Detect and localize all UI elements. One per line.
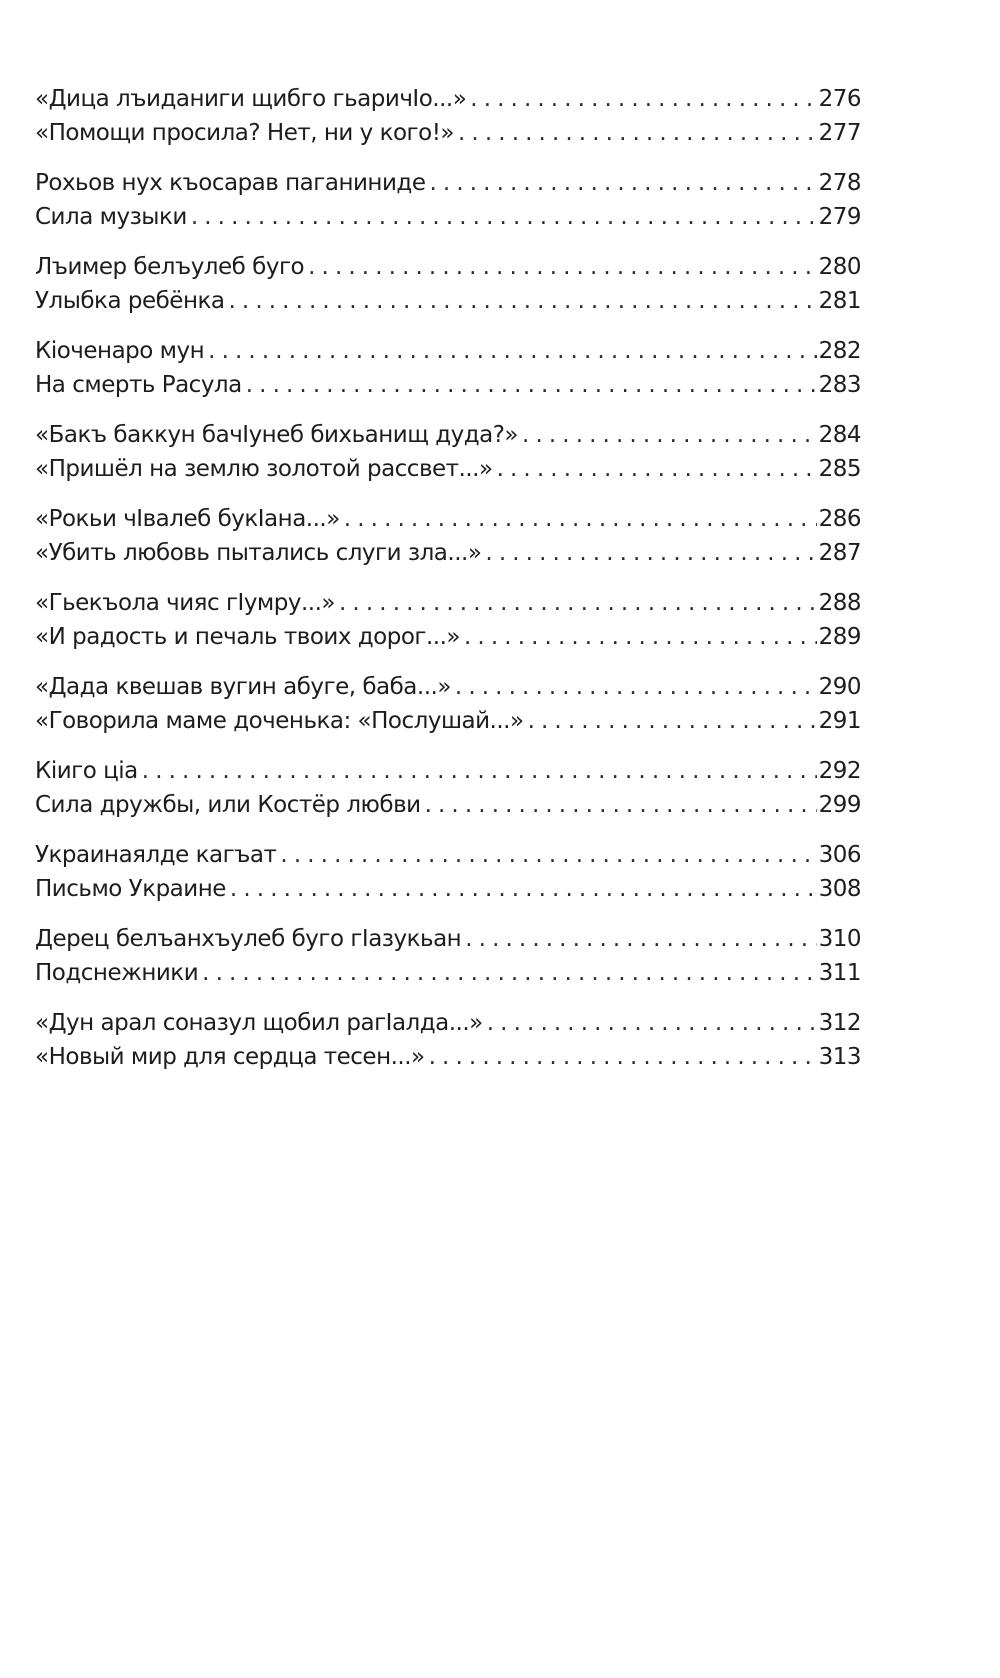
toc-entry-title: Улыбка ребёнка — [35, 287, 225, 314]
toc-entry-page-number: 308 — [818, 875, 861, 902]
toc-entry — [35, 708, 861, 742]
toc-entry-title: «Гьекъола чияс гIумру...» — [35, 590, 335, 616]
toc-entry-page-number: 313 — [818, 1043, 861, 1070]
dot-leader — [191, 204, 817, 230]
toc-entry — [35, 254, 861, 288]
toc-entry-page-number: 285 — [818, 455, 861, 482]
toc-entry — [35, 674, 861, 708]
toc-entry-page-number: 292 — [818, 758, 861, 784]
toc-entry-title: «Пришёл на землю золотой рассвет...» — [35, 455, 493, 482]
table-of-contents — [35, 86, 861, 1094]
toc-entry-title: «Дада квешав вугин абуге, баба...» — [35, 674, 451, 700]
toc-entry — [35, 120, 861, 154]
toc-entry-title: На смерть Расула — [35, 371, 242, 398]
dot-leader — [230, 876, 817, 902]
toc-entry-title: Сила дружбы, или Костёр любви — [35, 791, 421, 818]
toc-entry-page-number: 290 — [818, 674, 861, 700]
dot-leader — [465, 926, 816, 952]
toc-entry-page-number: 299 — [818, 791, 861, 818]
toc-group — [35, 842, 861, 909]
dot-leader — [208, 338, 816, 364]
dot-leader — [202, 960, 816, 986]
toc-entry — [35, 926, 861, 960]
toc-entry-title: «Убить любовь пытались слуги зла...» — [35, 539, 482, 566]
toc-entry — [35, 456, 861, 490]
toc-entry-page-number: 281 — [818, 287, 861, 314]
toc-entry — [35, 540, 861, 574]
dot-leader — [528, 708, 817, 734]
toc-entry-title: Письмо Украине — [35, 875, 226, 902]
toc-entry-title: «Дун арал соназул щобил рагIалда...» — [35, 1010, 483, 1036]
toc-entry-title: Дерец белъанхъулеб буго гIазукьан — [35, 926, 462, 952]
dot-leader — [470, 86, 816, 112]
toc-entry-page-number: 283 — [818, 371, 861, 398]
toc-entry-title: «Дица лъиданиги щибго гьаричIо...» — [35, 86, 467, 112]
dot-leader — [142, 758, 817, 784]
toc-entry-title: «Бакъ баккун бачIунеб бихьанищ дуда?» — [35, 422, 519, 448]
toc-entry — [35, 590, 861, 624]
toc-entry-page-number: 311 — [818, 959, 861, 986]
dot-leader — [458, 120, 817, 146]
dot-leader — [339, 590, 817, 616]
toc-group — [35, 170, 861, 237]
dot-leader — [522, 422, 817, 448]
toc-entry — [35, 372, 861, 406]
dot-leader — [464, 624, 817, 650]
dot-leader — [344, 506, 817, 532]
toc-entry — [35, 960, 861, 994]
dot-leader — [425, 792, 817, 818]
toc-entry-title: Кіоченаро мун — [35, 338, 205, 364]
toc-entry-title: «Новый мир для сердца тесен...» — [35, 1043, 425, 1070]
toc-entry-page-number: 279 — [818, 203, 861, 230]
toc-entry-title: «Рокьи чIвалеб букIана...» — [35, 506, 340, 532]
toc-entry-title: Рохьов нух къосарав паганиниде — [35, 170, 426, 196]
toc-group — [35, 422, 861, 489]
toc-entry — [35, 758, 861, 792]
toc-entry-page-number: 276 — [818, 86, 861, 112]
toc-entry-page-number: 289 — [818, 623, 861, 650]
toc-entry-title: Подснежники — [35, 959, 199, 986]
toc-entry — [35, 86, 861, 120]
toc-entry-title: Кіиго ціа — [35, 758, 138, 784]
dot-leader — [485, 540, 816, 566]
dot-leader — [497, 456, 817, 482]
toc-entry-title: «Говорила маме доченька: «Послушай...» — [35, 707, 524, 734]
toc-group — [35, 758, 861, 825]
toc-entry-page-number: 310 — [818, 926, 861, 952]
dot-leader — [429, 170, 816, 196]
dot-leader — [228, 288, 816, 314]
dot-leader — [455, 674, 817, 700]
dot-leader — [429, 1044, 817, 1070]
toc-group — [35, 674, 861, 741]
toc-entry — [35, 876, 861, 910]
toc-entry-title: «Помощи просила? Нет, ни у кого!» — [35, 119, 454, 146]
toc-entry-page-number: 312 — [818, 1010, 861, 1036]
toc-group — [35, 338, 861, 405]
toc-entry-page-number: 291 — [818, 707, 861, 734]
toc-entry-page-number: 282 — [818, 338, 861, 364]
toc-entry-page-number: 278 — [818, 170, 861, 196]
dot-leader — [246, 372, 817, 398]
dot-leader — [280, 842, 816, 868]
toc-entry — [35, 170, 861, 204]
toc-entry-page-number: 277 — [818, 119, 861, 146]
toc-entry-title: Украинаялде кагъат — [35, 842, 277, 868]
toc-group — [35, 926, 861, 993]
toc-entry — [35, 1044, 861, 1078]
toc-entry — [35, 1010, 861, 1044]
toc-entry — [35, 204, 861, 238]
toc-entry-page-number: 284 — [818, 422, 861, 448]
toc-group — [35, 590, 861, 657]
dot-leader — [487, 1010, 817, 1036]
toc-entry-page-number: 306 — [818, 842, 861, 868]
toc-group — [35, 506, 861, 573]
toc-group — [35, 86, 861, 153]
toc-entry-title: «И радость и печаль твоих дорог...» — [35, 623, 460, 650]
toc-entry — [35, 288, 861, 322]
toc-entry — [35, 842, 861, 876]
toc-entry — [35, 506, 861, 540]
toc-entry-page-number: 286 — [818, 506, 861, 532]
toc-entry-title: Лъимер белъулеб буго — [35, 254, 305, 280]
toc-entry — [35, 792, 861, 826]
toc-group — [35, 1010, 861, 1077]
toc-entry — [35, 624, 861, 658]
toc-entry-page-number: 287 — [818, 539, 861, 566]
toc-group — [35, 254, 861, 321]
toc-entry — [35, 422, 861, 456]
toc-entry-page-number: 288 — [818, 590, 861, 616]
toc-entry-page-number: 280 — [818, 254, 861, 280]
toc-entry — [35, 338, 861, 372]
dot-leader — [308, 254, 816, 280]
toc-entry-title: Сила музыки — [35, 203, 187, 230]
